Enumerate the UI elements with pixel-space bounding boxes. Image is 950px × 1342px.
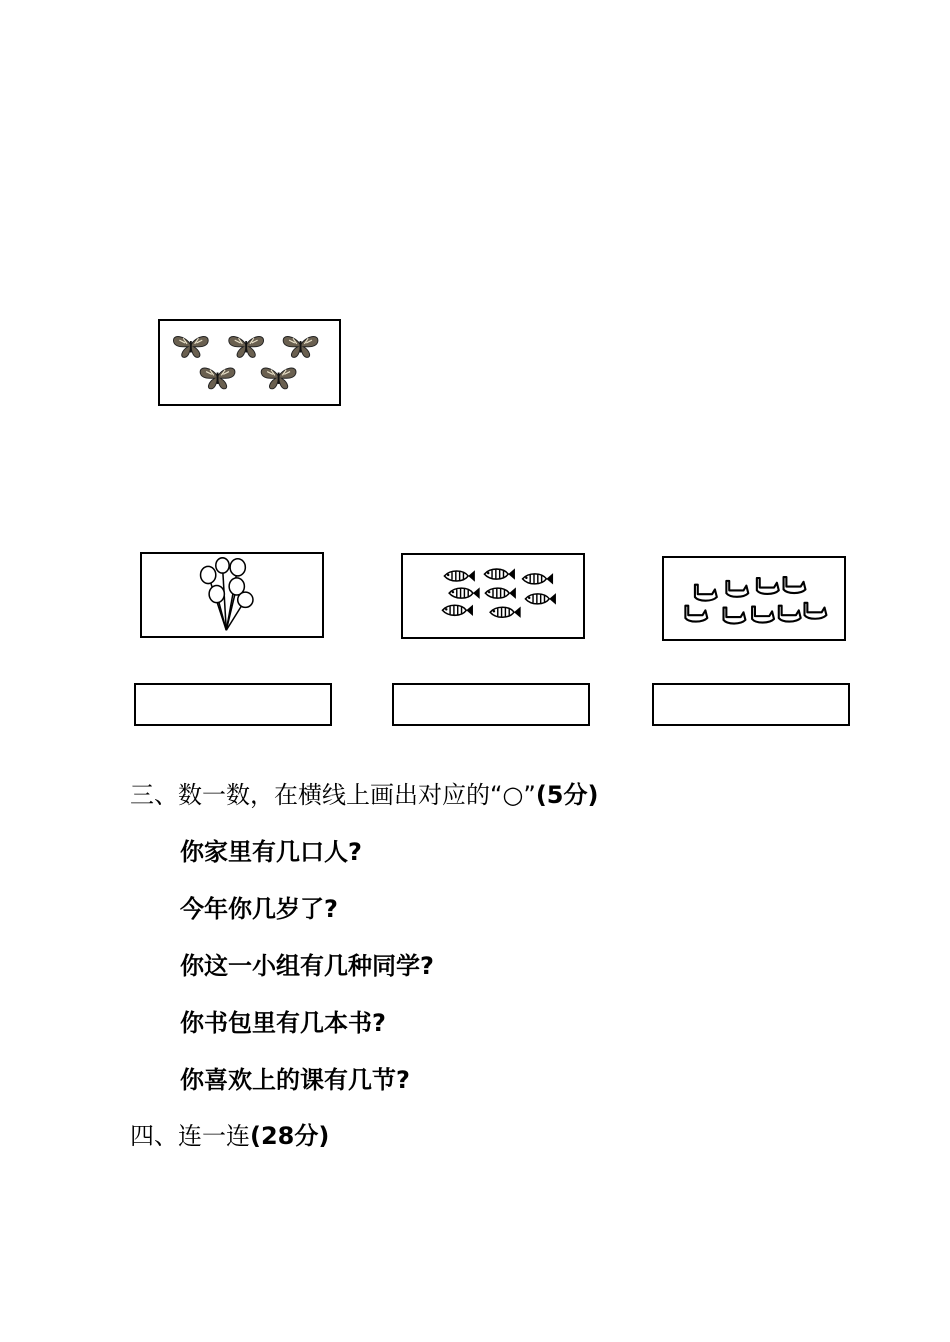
fish-picture — [401, 553, 585, 639]
section-4-heading — [130, 1116, 329, 1151]
section-4-title: 四、连一连 — [130, 1122, 250, 1150]
section-4-score: (28分) — [250, 1122, 330, 1150]
answer-box-fish[interactable] — [392, 683, 590, 726]
section-3-heading — [130, 775, 598, 810]
answer-box-ducks[interactable] — [652, 683, 850, 726]
question-1: 你家里有几口人? — [180, 838, 362, 866]
section-3-score: (5分) — [535, 781, 599, 809]
balloon-picture — [140, 552, 324, 638]
butterfly-picture — [158, 319, 341, 406]
question-5: 你喜欢上的课有几节? — [180, 1066, 410, 1094]
answer-box-balloons[interactable] — [134, 683, 332, 726]
duck-picture — [662, 556, 846, 641]
butterfly-icon — [160, 321, 339, 404]
fish-icon — [403, 555, 583, 637]
balloon-icon — [142, 554, 322, 636]
question-3: 你这一小组有几种同学? — [180, 952, 434, 980]
question-4: 你书包里有几本书? — [180, 1009, 386, 1037]
duck-icon — [664, 558, 844, 639]
question-2: 今年你几岁了? — [180, 895, 338, 923]
section-3-title: 三、数一数，在横线上画出对应的“○” — [130, 781, 536, 809]
